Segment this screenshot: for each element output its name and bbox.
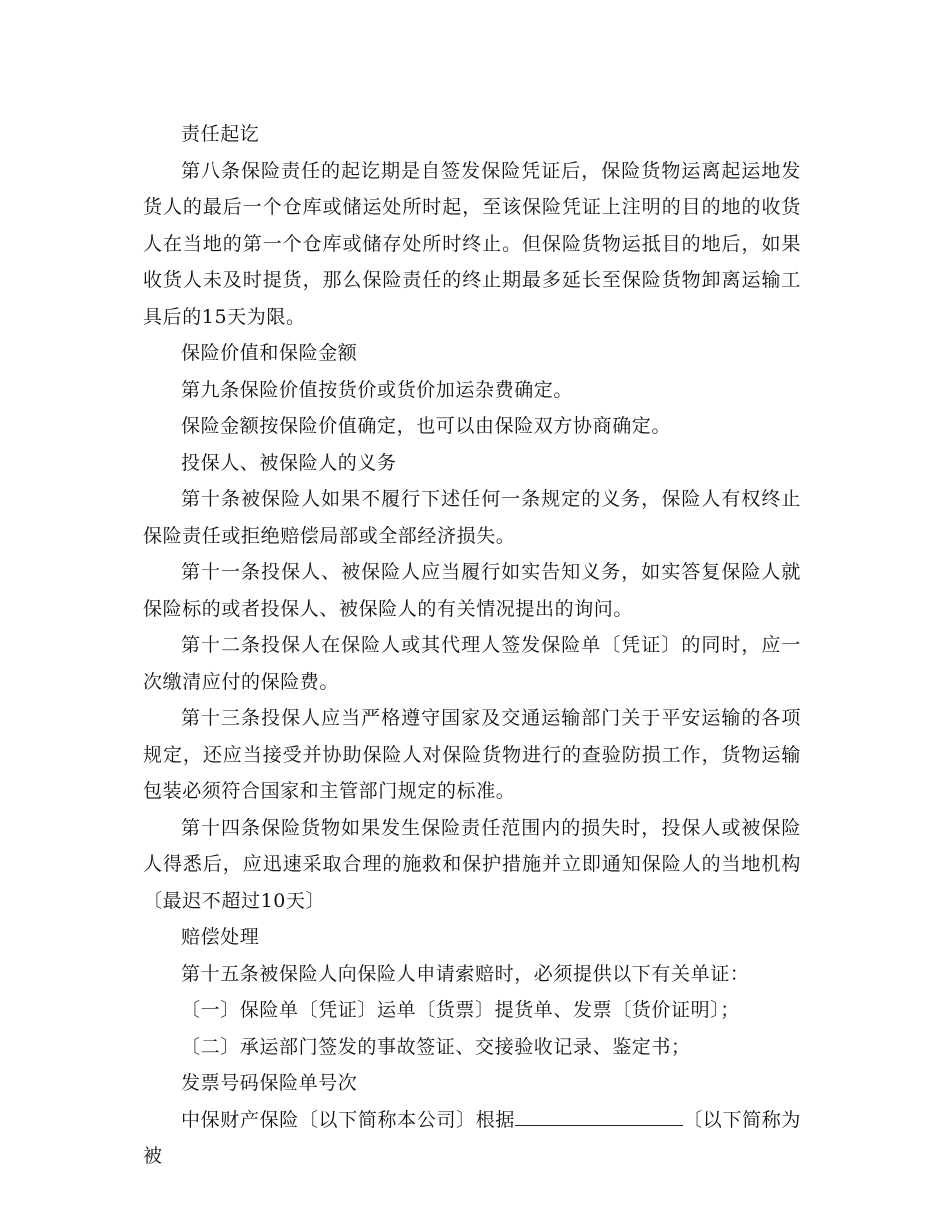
section-heading-obligations: 投保人、被保险人的义务 — [181, 451, 397, 474]
article-15: 第十五条被保险人向保险人申请索赔时，必须提供以下有关单证： — [181, 962, 750, 985]
article-14: 第十四条保险货物如果发生保险责任范围内的损失时，投保人或被保险人得悉后，应迅速采取合理的施救和保护措施并立即通知保险人的当地机构〔最迟不超过10天〕 — [143, 816, 801, 912]
document-body — [143, 116, 801, 1175]
article-9: 第九条保险价值按货价或货价加运杂费确定。 — [181, 378, 574, 401]
statement-text-before: 中保财产保险〔以下简称本公司〕根据 — [181, 1108, 516, 1131]
article-13: 第十三条投保人应当严格遵守国家及交通运输部门关于平安运输的各项规定，还应当接受并协助保险人对保险货物进行的查验防损工作，货物运输包装必须符合国家和主管部门规定的标准。 — [143, 707, 801, 802]
article-12: 第十二条投保人在保险人或其代理人签发保险单〔凭证〕的同时，应一次缴清应付的保险费。 — [143, 634, 801, 693]
statement-text-after: 〔以下简称为被 — [143, 1108, 802, 1167]
section-heading-insured-value: 保险价值和保险金额 — [181, 342, 358, 364]
section-heading-claims: 赔偿处理 — [181, 926, 260, 948]
article-8: 第八条保险责任的起讫期是自签发保险凭证后，保险货物运离起运地发货人的最后一个仓库或储运处所时起，至该保险凭证上注明的目的地的收货人在当地的第一个仓库或储存处所时终止。但保险货物运抵目的地后，如果收货人未及时提货，那么保险责任的终止期最多延长至保险货物卸离运输工具后的15天为限。 — [143, 159, 801, 328]
article-11: 第十一条投保人、被保险人应当履行如实告知义务，如实答复保险人就保险标的或者投保人、被保险人的有关情况提出的询问。 — [143, 561, 801, 620]
company-statement-line — [143, 1102, 801, 1175]
article-10: 第十条被保险人如果不履行下述任何一条规定的义务，保险人有权终止保险责任或拒绝赔偿局部或全部经济损失。 — [143, 488, 801, 547]
section-heading-liability-period: 责任起讫 — [181, 123, 260, 145]
invoice-policy-number-line: 发票号码保险单号次 — [181, 1072, 358, 1094]
insured-amount-paragraph: 保险金额按保险价值确定，也可以由保险双方协商确定。 — [181, 415, 672, 437]
claim-item-2: 〔二〕承运部门签发的事故签证、交接验收记录、鉴定书； — [181, 1035, 691, 1058]
fill-in-blank[interactable] — [515, 1107, 683, 1126]
claim-item-1: 〔一〕保险单〔凭证〕运单〔货票〕提货单、发票〔货价证明〕； — [181, 999, 740, 1021]
